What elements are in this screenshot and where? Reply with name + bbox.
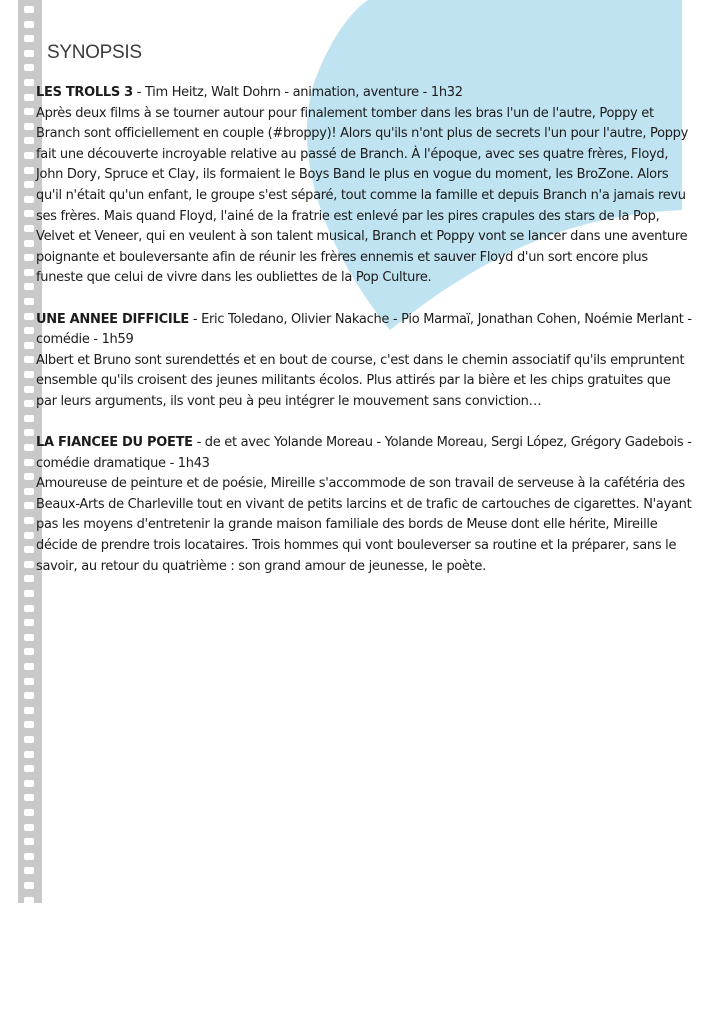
film-perforation xyxy=(24,634,34,641)
film-perforation xyxy=(24,561,34,568)
film-perforation xyxy=(24,298,34,305)
film-perforation xyxy=(24,532,34,539)
film-perforation xyxy=(24,897,34,904)
film-perforation xyxy=(24,882,34,889)
film-credits: - Tim Heitz, Walt Dohrn - animation, aventure - 1h32 xyxy=(132,85,463,100)
film-synopsis: Amoureuse de peinture et de poésie, Mireille s'accommode de son travail de serveuse à la cafétéria des Beaux-Arts de Charleville tout en vivant de petits larcins et de trafic de cartouches de cigarettes. N'ayant pas les moyens d'entretenir la grande maison familiale des bords de Meuse dont elle hérite, Mireille décide de prendre trois locataires. Trois hommes qui vont bouleverser sa routine et la préparer, sans le savoir, au retour du quatrième : son grand amour de jeunesse, le poète. xyxy=(36,476,692,574)
film-perforation xyxy=(24,867,34,874)
film-synopsis: Après deux films à se tourner autour pour finalement tomber dans les bras l'un de l'autre, Poppy et Branch sont officiellement en couple (#broppy)! Alors qu'ils n'ont plus de secrets l'un pour l'autre, Poppy fait une découverte incroyable relative au passé de Branch. À l'époque, avec ses quatre frères, Floyd, John Dory, Spruce et Clay, ils formaient le Boys Band le plus en vogue du moment, les BroZone. Alors qu'il n'était qu'un enfant, le groupe s'est séparé, tout comme la famille et depuis Branch n'a jamais revu ses frères. Mais quand Floyd, l'ainé de la fratrie est enlevé par les pires crapules des stars de la Pop, Velvet et Veneer, qui en veulent à son talent musical, Branch et Poppy vont se lancer dans une aventure poignante et bouleversante afin de réunir les frères ennemis et sauver Floyd d'un sort encore plus funeste que celui de vivre dans les oubliettes de la Pop Culture. xyxy=(36,105,689,286)
film-perforation xyxy=(24,663,34,670)
film-perforation xyxy=(24,342,34,349)
film-perforation xyxy=(24,240,34,247)
film-perforation xyxy=(24,400,34,407)
film-perforation xyxy=(24,79,34,86)
film-synopsis: Albert et Bruno sont surendettés et en bout de course, c'est dans le chemin associatif qu'ils empruntent ensemble qu'ils croisent des jeunes militants écolos. Plus attirés par la bière et les chips gratuites que par leurs arguments, ils vont peu à peu intégrer le mouvement sans conviction… xyxy=(36,352,685,409)
film-perforation xyxy=(24,692,34,699)
film-perforation xyxy=(24,751,34,758)
film-perforation xyxy=(24,415,34,422)
film-perforation xyxy=(24,444,34,451)
film-perforation xyxy=(24,721,34,728)
film-perforation xyxy=(24,50,34,57)
film-perforation xyxy=(24,6,34,13)
film-perforation xyxy=(24,590,34,597)
film-perforation xyxy=(24,94,34,101)
film-perforation xyxy=(24,108,34,115)
film-perforation xyxy=(24,327,34,334)
film-perforation xyxy=(24,123,34,130)
film-perforation xyxy=(24,167,34,174)
film-perforation xyxy=(24,619,34,626)
film-perforation xyxy=(24,269,34,276)
film-perforation xyxy=(24,21,34,28)
film-perforation xyxy=(24,473,34,480)
film-perforation xyxy=(24,853,34,860)
section-title: SYNOPSIS xyxy=(47,42,142,63)
film-title: LES TROLLS 3 xyxy=(36,85,133,100)
film-perforation xyxy=(24,824,34,831)
film-perforation xyxy=(24,283,34,290)
film-perforation xyxy=(24,678,34,685)
film-perforation xyxy=(24,210,34,217)
film-title: UNE ANNEE DIFFICILE xyxy=(36,311,190,327)
film-perforation xyxy=(24,64,34,71)
film-perforation xyxy=(24,765,34,772)
film-perforation xyxy=(24,736,34,743)
film-perforation xyxy=(24,575,34,582)
film-entry-fiancee-du-poete xyxy=(36,433,692,577)
film-perforation xyxy=(24,181,34,188)
film-title: LA FIANCEE DU POETE xyxy=(36,435,193,451)
film-perforation xyxy=(24,648,34,655)
film-credits: - Eric Toledano, Olivier Nakache - Pio Marmaï, Jonathan Cohen, Noémie Merlant - comédie - 1h59 xyxy=(36,311,692,348)
film-entry-trolls xyxy=(36,83,692,289)
film-perforation xyxy=(24,546,34,553)
film-entry-annee-difficile xyxy=(36,310,692,413)
synopsis-list xyxy=(36,83,692,598)
film-perforation xyxy=(24,488,34,495)
film-perforation xyxy=(24,152,34,159)
film-perforation xyxy=(24,371,34,378)
film-perforation xyxy=(24,502,34,509)
film-perforation xyxy=(24,809,34,816)
film-perforation xyxy=(24,605,34,612)
film-perforation xyxy=(24,517,34,524)
film-perforation xyxy=(24,356,34,363)
film-perforation xyxy=(24,137,34,144)
film-perforation xyxy=(24,707,34,714)
film-perforation xyxy=(24,780,34,787)
film-perforation xyxy=(24,254,34,261)
film-perforation xyxy=(24,313,34,320)
film-perforation xyxy=(24,35,34,42)
film-perforation xyxy=(24,386,34,393)
film-perforation xyxy=(24,429,34,436)
film-perforation xyxy=(24,196,34,203)
film-perforation xyxy=(24,794,34,801)
film-perforation xyxy=(24,838,34,845)
film-perforation xyxy=(24,225,34,232)
film-credits: - de et avec Yolande Moreau - Yolande Moreau, Sergi López, Grégory Gadebois - comédie dramatique - 1h43 xyxy=(36,435,692,471)
film-perforation xyxy=(24,459,34,466)
